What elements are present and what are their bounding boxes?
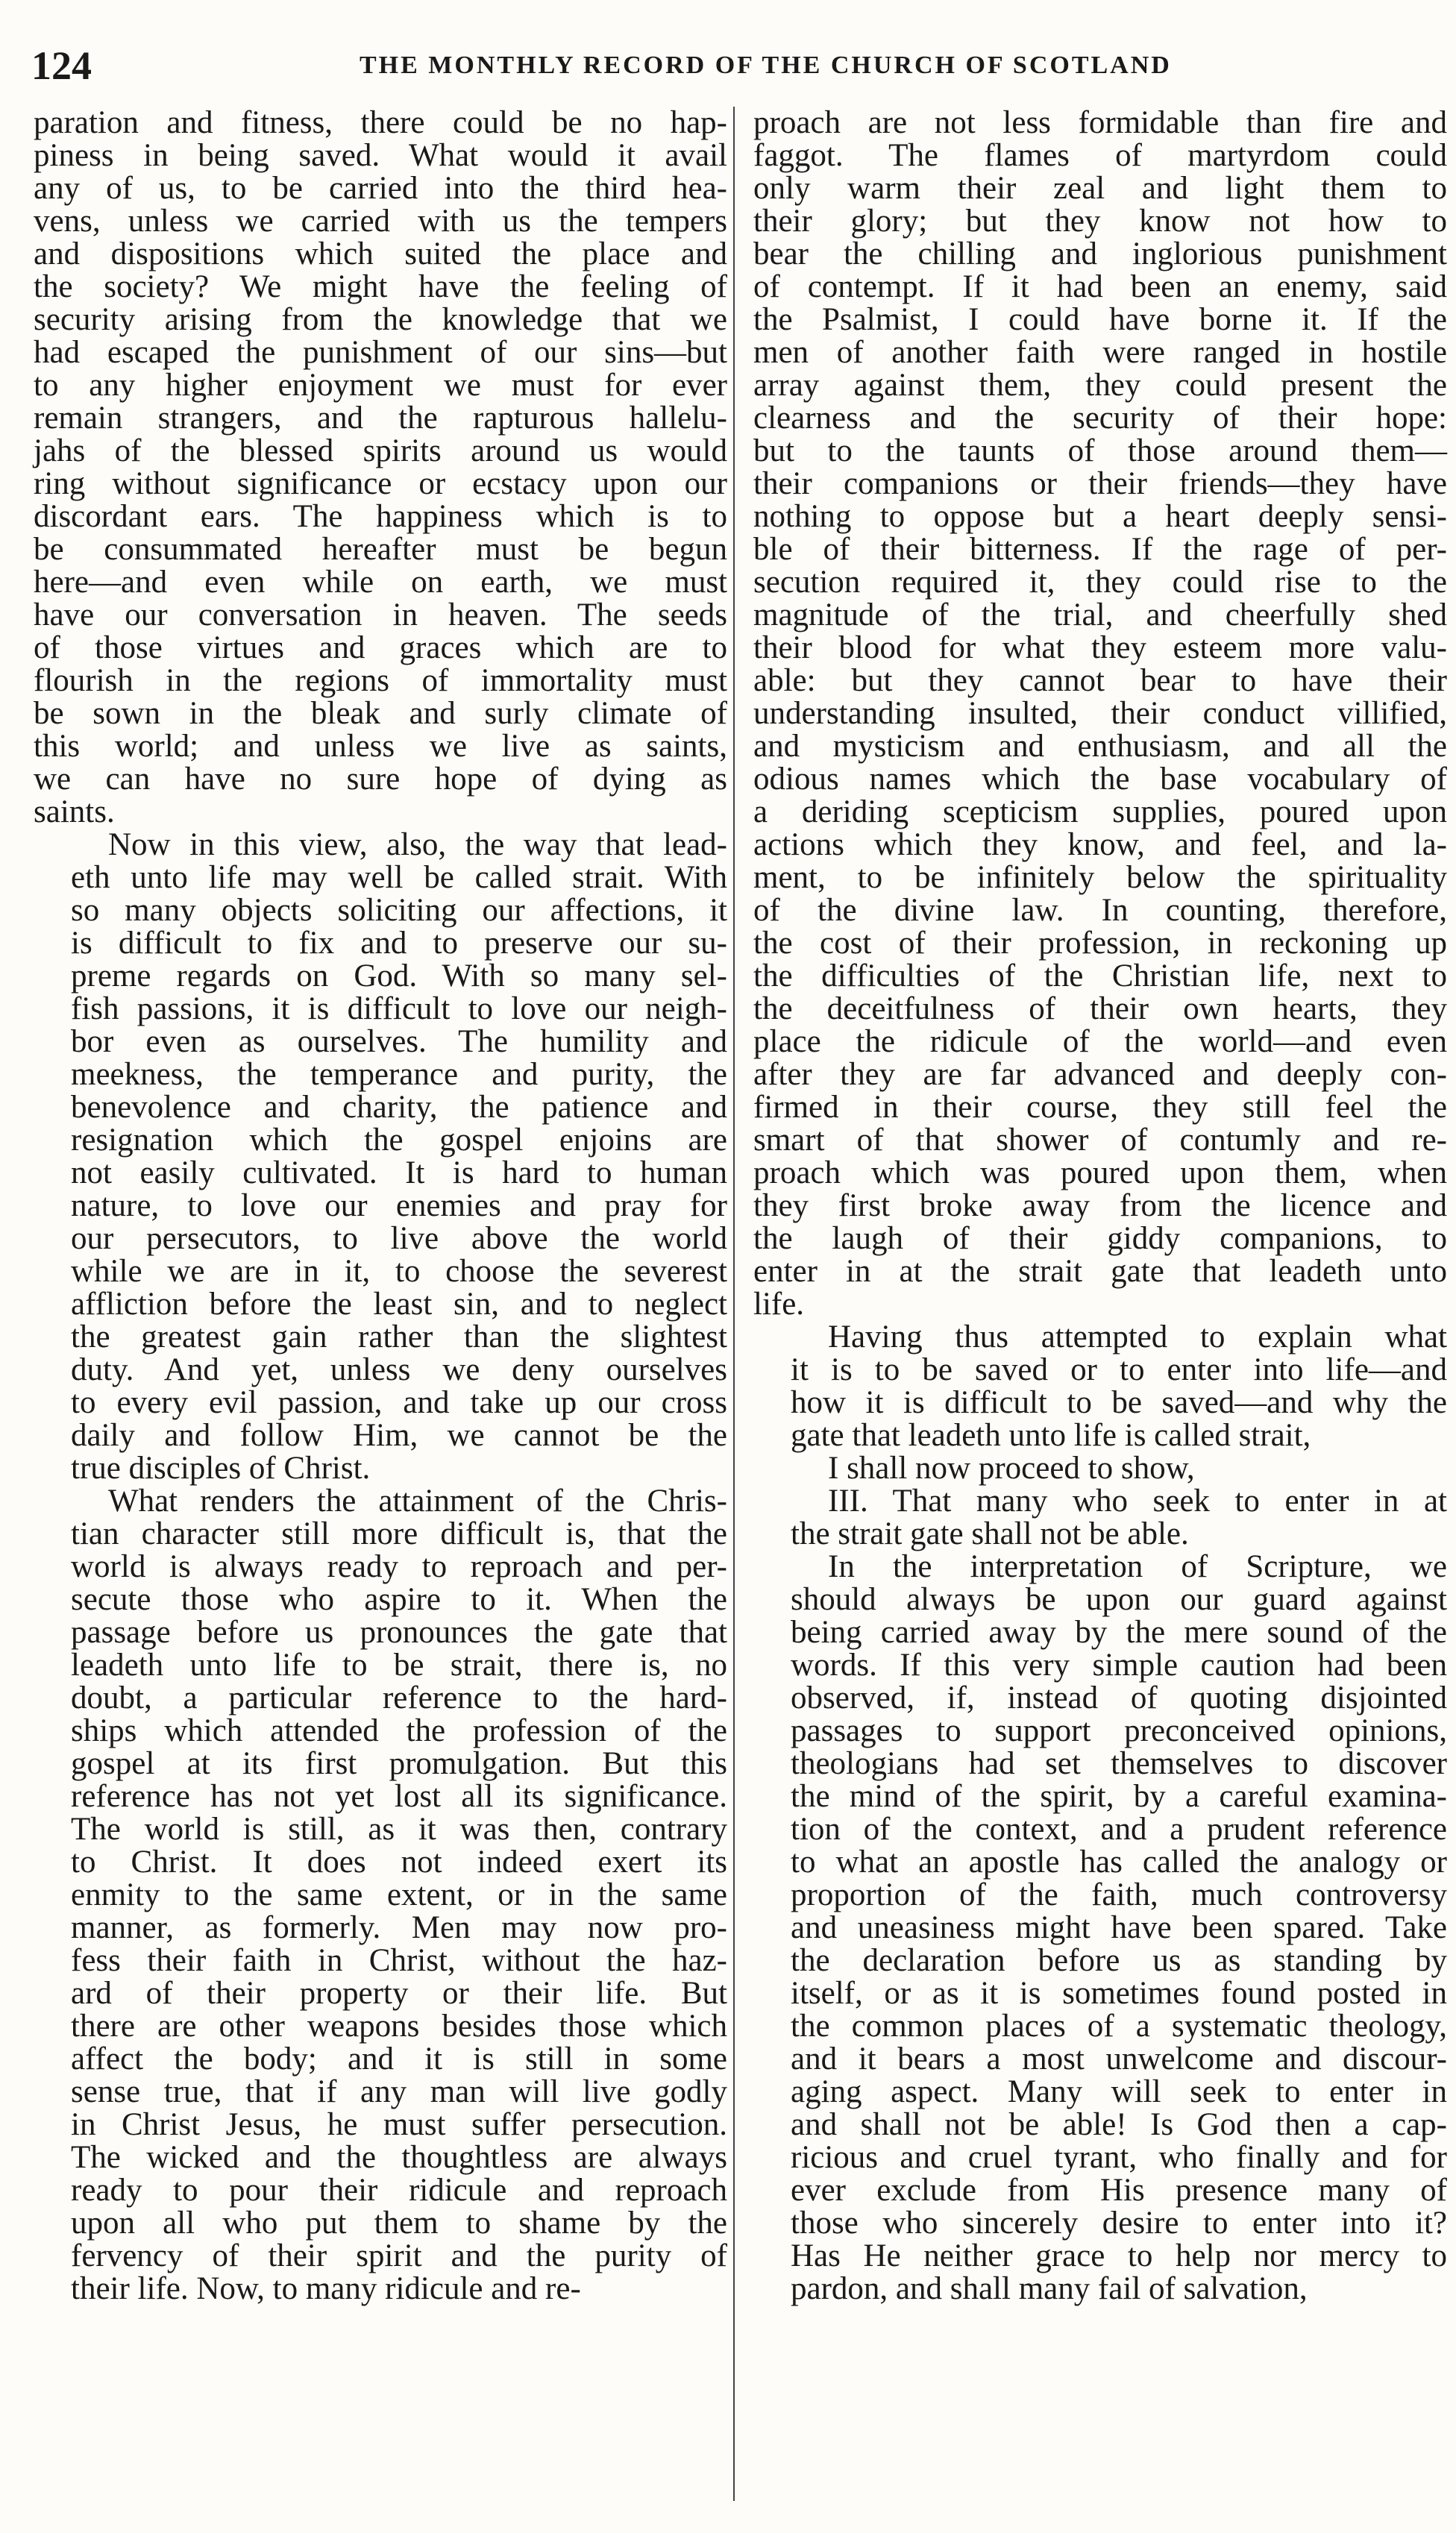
text-line: affect the body; and it is still in some: [71, 2041, 727, 2077]
column-divider: [733, 107, 735, 2501]
text-line: have our conversation in heaven. The seeds: [34, 597, 727, 633]
text-line: remain strangers, and the rapturous hallelu-: [34, 401, 727, 436]
text-line: here—and even while on earth, we must: [34, 565, 727, 600]
text-line: fervency of their spirit and the purity of: [71, 2238, 727, 2273]
text-line: eth unto life may well be called strait. With: [71, 860, 727, 895]
text-line: fish passions, it is difficult to love our neigh-: [71, 991, 727, 1026]
text-line: Now in this view, also, the way that lead-: [108, 827, 727, 862]
text-line: is difficult to fix and to preserve our su-: [71, 926, 727, 961]
text-line: tion of the context, and a prudent reference: [791, 1812, 1447, 1847]
text-line: nature, to love our enemies and pray for: [71, 1188, 727, 1223]
text-line: passage before us pronounces the gate that: [71, 1615, 727, 1650]
text-line: to any higher enjoyment we must for ever: [34, 368, 727, 403]
text-line: duty. And yet, unless we deny ourselves: [71, 1352, 727, 1387]
text-line: secute those who aspire to it. When the: [71, 1582, 727, 1617]
text-line: The world is still, as it was then, contrary: [71, 1812, 727, 1847]
text-line: life.: [753, 1287, 805, 1322]
page-header: [31, 43, 1419, 88]
text-line: we can have no sure hope of dying as: [34, 762, 727, 797]
text-line: while we are in it, to choose the severest: [71, 1254, 727, 1289]
text-line: the deceitfulness of their own hearts, they: [753, 991, 1447, 1026]
paragraph: [753, 1321, 1447, 1452]
text-line: understanding insulted, their conduct villified,: [753, 696, 1447, 731]
text-line: itself, or as it is sometimes found posted in: [791, 1976, 1447, 2011]
text-line: not easily cultivated. It is hard to human: [71, 1155, 727, 1190]
text-line: benevolence and charity, the patience and: [71, 1090, 727, 1125]
text-line: paration and fitness, there could be no hap-: [34, 105, 727, 140]
text-line: of contempt. If it had been an enemy, said: [753, 269, 1447, 304]
text-line: and mysticism and enthusiasm, and all the: [753, 729, 1447, 764]
text-line: in Christ Jesus, he must suffer persecution.: [71, 2107, 727, 2142]
text-line: smart of that shower of contumly and re-: [753, 1123, 1447, 1158]
text-line: jahs of the blessed spirits around us would: [34, 433, 727, 468]
text-line: I shall now proceed to show,: [828, 1451, 1195, 1486]
text-line: vens, unless we carried with us the tempers: [34, 204, 727, 239]
text-line: upon all who put them to shame by the: [71, 2206, 727, 2241]
text-line: the strait gate shall not be able.: [791, 1516, 1189, 1551]
text-line: In the interpretation of Scripture, we: [828, 1549, 1447, 1584]
paragraph: [34, 107, 727, 829]
text-line: the laugh of their giddy companions, to: [753, 1221, 1447, 1256]
text-line: security arising from the knowledge that we: [34, 302, 727, 337]
text-line: this world; and unless we live as saints,: [34, 729, 727, 764]
text-line: to what an apostle has called the analogy or: [791, 1845, 1447, 1880]
text-line: fess their faith in Christ, without the haz-: [71, 1943, 727, 1978]
text-line: enter in at the strait gate that leadeth unto: [753, 1254, 1447, 1289]
text-line: affliction before the least sin, and to neglect: [71, 1287, 727, 1322]
text-line: theologians had set themselves to discover: [791, 1746, 1447, 1781]
text-line: gospel at its first promulgation. But this: [71, 1746, 727, 1781]
text-line: the mind of the spirit, by a careful examina-: [791, 1779, 1447, 1814]
text-line: What renders the attainment of the Chris-: [108, 1484, 727, 1519]
text-line: sense true, that if any man will live godly: [71, 2074, 727, 2109]
text-line: to every evil passion, and take up our cross: [71, 1385, 727, 1420]
text-line: daily and follow Him, we cannot be the: [71, 1418, 727, 1453]
text-line: ble of their bitterness. If the rage of per-: [753, 532, 1447, 567]
text-line: clearness and the security of their hope:: [753, 401, 1447, 436]
text-line: nothing to oppose but a heart deeply sensi-: [753, 499, 1447, 534]
text-line: only warm their zeal and light them to: [753, 171, 1447, 206]
text-line: observed, if, instead of quoting disjointed: [791, 1680, 1447, 1716]
text-line: true disciples of Christ.: [71, 1451, 371, 1486]
text-line: and dispositions which suited the place and: [34, 236, 727, 271]
text-line: ring without significance or ecstacy upon our: [34, 466, 727, 501]
text-line: their blood for what they esteem more valu-: [753, 630, 1447, 665]
text-line: preme regards on God. With so many sel-: [71, 958, 727, 994]
right-column: [753, 107, 1447, 2306]
text-line: ment, to be infinitely below the spirituality: [753, 860, 1447, 895]
paragraph: [753, 1551, 1447, 2306]
paragraph: [34, 829, 727, 1485]
text-line: firmed in their course, they still feel the: [753, 1090, 1447, 1125]
text-line: their glory; but they know not how to: [753, 204, 1447, 239]
text-line: Has He neither grace to help nor mercy to: [791, 2238, 1447, 2273]
text-line: of the divine law. In counting, therefore,: [753, 893, 1447, 928]
text-line: ships which attended the profession of the: [71, 1713, 727, 1748]
text-line: be consummated hereafter must be begun: [34, 532, 727, 567]
paragraph: [753, 1485, 1447, 1551]
text-line: tian character still more difficult is, that the: [71, 1516, 727, 1551]
left-column: [34, 107, 727, 2306]
text-line: piness in being saved. What would it avail: [34, 138, 727, 173]
text-line: place the ridicule of the world—and even: [753, 1024, 1447, 1059]
text-line: odious names which the base vocabulary of: [753, 762, 1447, 797]
text-line: doubt, a particular reference to the hard-: [71, 1680, 727, 1716]
text-line: resignation which the gospel enjoins are: [71, 1123, 727, 1158]
text-line: passages to support preconceived opinions,: [791, 1713, 1447, 1748]
text-line: after they are far advanced and deeply con-: [753, 1057, 1447, 1092]
text-line: manner, as formerly. Men may now pro-: [71, 1910, 727, 1945]
text-line: bor even as ourselves. The humility and: [71, 1024, 727, 1059]
text-line: pardon, and shall many fail of salvation,: [791, 2271, 1308, 2306]
text-line: ricious and cruel tyrant, who finally and for: [791, 2140, 1447, 2175]
text-line: any of us, to be carried into the third hea-: [34, 171, 727, 206]
text-line: there are other weapons besides those which: [71, 2009, 727, 2044]
text-line: leadeth unto life to be strait, there is, no: [71, 1648, 727, 1683]
text-line: and uneasiness might have been spared. Take: [791, 1910, 1447, 1945]
text-line: being carried away by the mere sound of the: [791, 1615, 1447, 1650]
paragraph: [34, 1485, 727, 2306]
text-line: actions which they know, and feel, and la-: [753, 827, 1447, 862]
text-line: enmity to the same extent, or in the same: [71, 1877, 727, 1912]
text-line: aging aspect. Many will seek to enter in: [791, 2074, 1447, 2109]
text-line: and shall not be able! Is God then a cap-: [791, 2107, 1447, 2142]
text-line: secution required it, they could rise to the: [753, 565, 1447, 600]
text-line: meekness, the temperance and purity, the: [71, 1057, 727, 1092]
text-line: words. If this very simple caution had been: [791, 1648, 1447, 1683]
text-line: the common places of a systematic theology,: [791, 2009, 1447, 2044]
text-line: our persecutors, to live above the world: [71, 1221, 727, 1256]
text-line: The wicked and the thoughtless are always: [71, 2140, 727, 2175]
running-title: THE MONTHLY RECORD OF THE CHURCH OF SCOTLAND: [360, 51, 1172, 79]
text-line: the Psalmist, I could have borne it. If the: [753, 302, 1447, 337]
text-line: their companions or their friends—they have: [753, 466, 1447, 501]
text-line: the difficulties of the Christian life, next to: [753, 958, 1447, 994]
page-number: 124: [31, 43, 92, 88]
text-line: their life. Now, to many ridicule and re-: [71, 2271, 581, 2306]
text-line: gate that leadeth unto life is called strait,: [791, 1418, 1311, 1453]
text-line: of those virtues and graces which are to: [34, 630, 727, 665]
text-line: ready to pour their ridicule and reproach: [71, 2173, 727, 2208]
paragraph: [753, 107, 1447, 1321]
text-line: array against them, they could present the: [753, 368, 1447, 403]
text-line: world is always ready to reproach and per-: [71, 1549, 727, 1584]
text-line: III. That many who seek to enter in at: [828, 1484, 1447, 1519]
text-line: saints.: [34, 794, 115, 829]
text-line: Having thus attempted to explain what: [828, 1319, 1447, 1355]
text-line: the cost of their profession, in reckoning up: [753, 926, 1447, 961]
text-line: be sown in the bleak and surly climate of: [34, 696, 727, 731]
text-line: should always be upon our guard against: [791, 1582, 1447, 1617]
text-line: to Christ. It does not indeed exert its: [71, 1845, 727, 1880]
paragraph: [753, 1452, 1447, 1485]
text-line: magnitude of the trial, and cheerfully shed: [753, 597, 1447, 633]
text-line: proach are not less formidable than fire and: [753, 105, 1447, 140]
text-line: faggot. The flames of martyrdom could: [753, 138, 1447, 173]
text-line: the greatest gain rather than the slightest: [71, 1319, 727, 1355]
text-line: flourish in the regions of immortality must: [34, 663, 727, 698]
text-line: men of another faith were ranged in hostile: [753, 335, 1447, 370]
text-line: ever exclude from His presence many of: [791, 2173, 1447, 2208]
text-line: discordant ears. The happiness which is to: [34, 499, 727, 534]
text-line: ard of their property or their life. But: [71, 1976, 727, 2011]
text-line: the declaration before us as standing by: [791, 1943, 1447, 1978]
text-line: it is to be saved or to enter into life—and: [791, 1352, 1447, 1387]
text-line: how it is difficult to be saved—and why the: [791, 1385, 1447, 1420]
text-line: proportion of the faith, much controversy: [791, 1877, 1447, 1912]
text-line: they first broke away from the licence and: [753, 1188, 1447, 1223]
text-line: those who sincerely desire to enter into it?: [791, 2206, 1447, 2241]
text-line: so many objects soliciting our affections, it: [71, 893, 727, 928]
text-line: able: but they cannot bear to have their: [753, 663, 1447, 698]
text-line: reference has not yet lost all its significance.: [71, 1779, 727, 1814]
text-line: and it bears a most unwelcome and discour-: [791, 2041, 1447, 2077]
text-line: the society? We might have the feeling of: [34, 269, 727, 304]
text-line: had escaped the punishment of our sins—but: [34, 335, 727, 370]
text-line: a deriding scepticism supplies, poured upon: [753, 794, 1447, 829]
text-line: bear the chilling and inglorious punishment: [753, 236, 1447, 271]
text-line: but to the taunts of those around them—: [753, 433, 1447, 468]
text-line: proach which was poured upon them, when: [753, 1155, 1447, 1190]
